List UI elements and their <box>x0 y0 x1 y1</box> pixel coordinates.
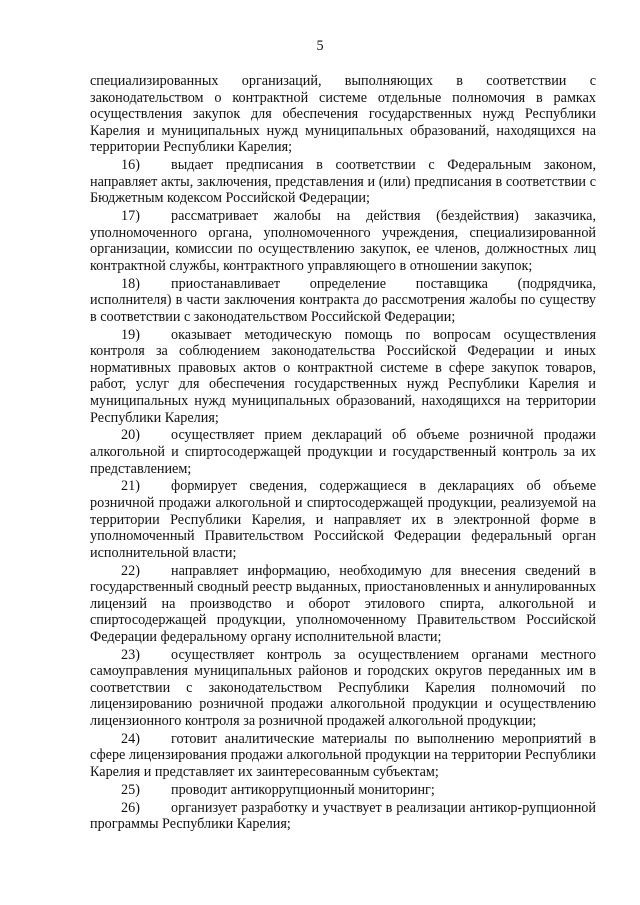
item-text: организует разработку и участвует в реализации антикор-рупционной программы Республики Карелия; <box>90 799 596 833</box>
item-text: готовит аналитические материалы по выполнению мероприятий в сфере лицензирования продажи алкогольной продукции на территории Республики Карелия и представляет их заинтересованным субъектам; <box>90 730 596 781</box>
list-item <box>90 427 596 477</box>
item-number: 22) <box>121 562 140 579</box>
list-item <box>90 563 596 646</box>
item-number: 23) <box>121 646 140 663</box>
list-item <box>90 157 596 207</box>
page-number: 5 <box>316 38 324 54</box>
item-text: рассматривает жалобы на действия (бездействия) заказчика, уполномоченного органа, уполномоченного учреждения, специализированной организации, комиссии по осуществлению закупок, ее членов, должностных лиц контрактной службы, контрактного управляющего в отношении закупок; <box>90 208 596 274</box>
item-number: 21) <box>121 478 140 495</box>
document-body <box>90 73 596 833</box>
item-text: направляет информацию, необходимую для внесения сведений в государственный сводный реестр выданных, приостановленных и аннулированных лицензий на производство и оборот этилового спирта, алкогольной и спиртосодержащей продукции, уполномоченному Правительством Российской Федерации федеральному органу исполнительной власти; <box>90 562 596 645</box>
list-item <box>90 647 596 730</box>
item-text: осуществляет контроль за осуществлением органами местного самоуправления муниципальных районов и городских округов переданных им в соответствии с законодательством Республики Карелия полномочий по лицензированию розничной продажи алкогольной продукции и осуществлению лицензионного контроля за розничной продажей алкогольной продукции; <box>90 646 596 730</box>
item-text: приостанавливает определение поставщика (подрядчика, исполнителя) в части заключения контракта до рассмотрения жалобы по существу в соответствии с законодательством Российской Федерации; <box>90 275 596 325</box>
list-item <box>90 731 596 781</box>
item-number: 25) <box>121 781 140 798</box>
list-item <box>90 782 596 799</box>
item-number: 18) <box>121 275 140 292</box>
item-number: 17) <box>121 208 140 225</box>
item-number: 20) <box>121 427 140 444</box>
item-number: 26) <box>121 799 140 816</box>
list-item <box>90 208 596 274</box>
list-item <box>90 800 596 833</box>
paragraph-continuation: специализированных организаций, выполняющих в соответствии с законодательством о контрактной системе отдельные полномочия в рамках осуществления закупок для обеспечения государственных нужд Республики Карелия и муниципальных нужд муниципальных образований, находящихся на территории Республики Карелия; <box>90 73 596 156</box>
item-number: 19) <box>121 326 140 343</box>
item-text: оказывает методическую помощь по вопросам осуществления контроля за соблюдением законодательства Российской Федерации и иных нормативных правовых актов о контрактной системе в сфере закупок товаров, работ, услуг для обеспечения государственных нужд Республики Карелия и муниципальных нужд муниципальных образований, находящихся на территории Республики Карелия; <box>90 326 596 426</box>
item-number: 16) <box>121 157 140 174</box>
item-text: осуществляет прием деклараций об объеме розничной продажи алкогольной и спиртосодержащей продукции и государственный контроль за их представлением; <box>90 427 596 477</box>
item-text: проводит антикоррупционный мониторинг; <box>171 781 435 798</box>
item-text: формирует сведения, содержащиеся в декларациях об объеме розничной продажи алкогольной и спиртосодержащей продукции, реализуемой на территории Республики Карелия, и направляет их в электронной форме в уполномоченный Правительством Российской Федерации федеральный орган исполнительной власти; <box>90 478 596 561</box>
item-text: выдает предписания в соответствии с Федеральным законом, направляет акты, заключения, представления и (или) предписания в соответствии с Бюджетным кодексом Российской Федерации; <box>90 157 596 207</box>
item-number: 24) <box>121 730 140 747</box>
list-item <box>90 276 596 326</box>
list-item <box>90 327 596 427</box>
list-item <box>90 478 596 561</box>
